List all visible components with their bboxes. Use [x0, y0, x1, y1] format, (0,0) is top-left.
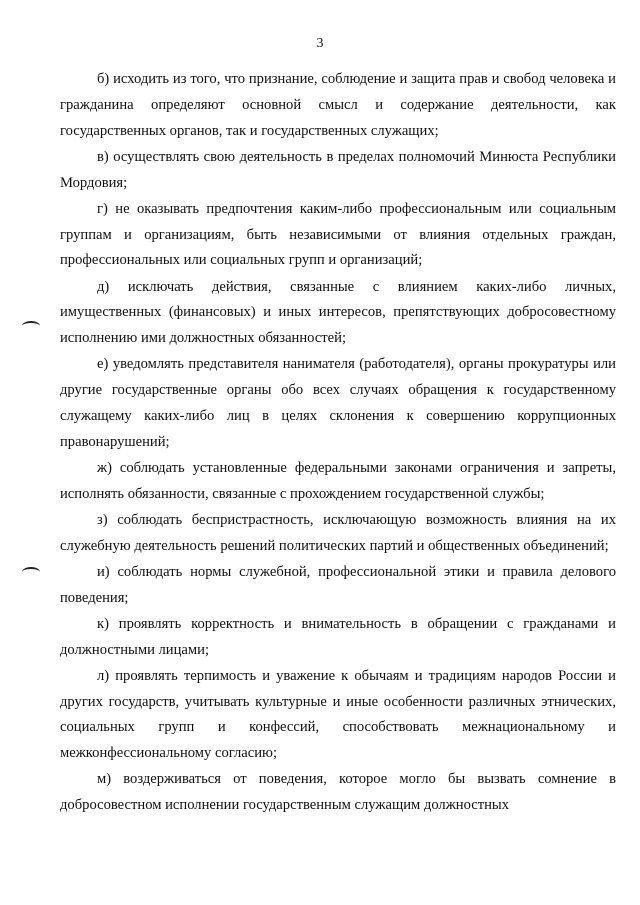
paragraph-v: в) осуществлять свою деятельность в пределах полномочий Минюста Республики Мордовия;	[60, 148, 616, 191]
paragraph-z: з) соблюдать беспристрастность, исключающую возможность влияния на их служебную деятельность решений политических партий и общественных объединений;	[60, 511, 616, 554]
paragraph-e: е) уведомлять представителя нанимателя (работодателя), органы прокуратуры или другие государственные органы обо всех случаях обращения к государственному служащему каких-либо лиц в целях склонения к совершению коррупционных правонарушений;	[60, 356, 616, 450]
margin-punch-mark	[22, 321, 40, 331]
paragraph-k: к) проявлять корректность и внимательность в обращении с гражданами и должностными лицами;	[60, 615, 616, 658]
paragraph-m: м) воздерживаться от поведения, которое могло бы вызвать сомнение в добросовестном исполнении государственным служащим должностных	[60, 771, 616, 814]
paragraph-g: г) не оказывать предпочтения каким-либо профессиональным или социальным группам и организациям, быть независимыми от влияния отдельных граждан, профессиональных или социальных групп и организаций;	[60, 200, 616, 269]
paragraph-d: д) исключать действия, связанные с влиянием каких-либо личных, имущественных (финансовых) и иных интересов, препятствующих добросовестному исполнению ими должностных обязанностей;	[60, 278, 616, 347]
margin-punch-mark	[22, 567, 40, 577]
page-number: 3	[316, 36, 324, 51]
document-body	[60, 67, 616, 819]
paragraph-b: б) исходить из того, что признание, соблюдение и защита прав и свобод человека и гражданина определяют основной смысл и содержание деятельности, как государственных органов, так и государственных служащих;	[60, 71, 616, 139]
paragraph-i: и) соблюдать нормы служебной, профессиональной этики и правила делового поведения;	[60, 563, 616, 606]
paragraph-zh: ж) соблюдать установленные федеральными законами ограничения и запреты, исполнять обязанности, связанные с прохождением государственной службы;	[60, 459, 616, 502]
paragraph-l: л) проявлять терпимость и уважение к обычаям и традициям народов России и других государств, учитывать культурные и иные особенности различных этнических, социальных групп и конфессий, способствовать межнациональному и межконфессиональному согласию;	[60, 667, 616, 762]
